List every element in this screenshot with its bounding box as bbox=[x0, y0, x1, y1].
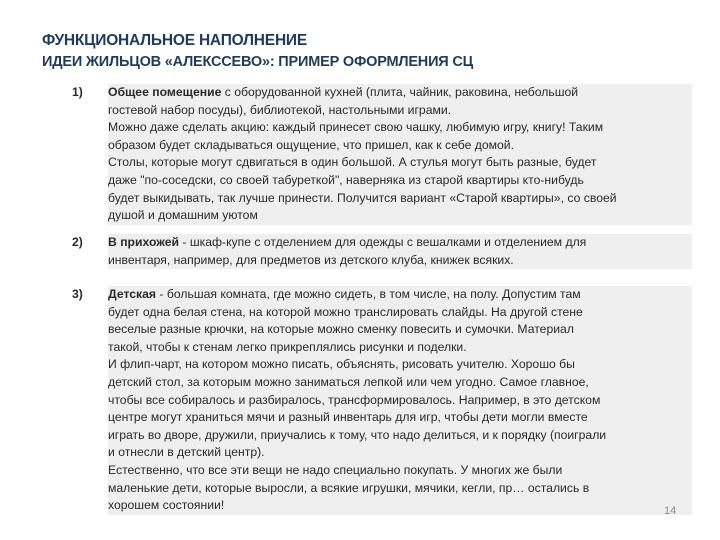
item-text: Можно даже сделать акцию: каждый принесет свою чашку, любимую игру, книгу! Таким bbox=[108, 120, 604, 135]
item-text: такой, чтобы к стенам легко прикреплялись рисунки и поделки. bbox=[108, 339, 467, 354]
item-body bbox=[108, 234, 692, 269]
item-text: играть во дворе, дружили, приучались к тому, что надо делиться, и к порядку (поиграли bbox=[108, 427, 607, 442]
slide-title: ФУНКЦИОНАЛЬНОЕ НАПОЛНЕНИЕ bbox=[42, 32, 308, 49]
item-text: будет одна белая стена, на которой можно транслировать слайды. На другой стене bbox=[108, 304, 583, 319]
slide-subtitle: ИДЕИ ЖИЛЬЦОВ «АЛЕКССЕВО»: ПРИМЕР ОФОРМЛЕНИЯ СЦ bbox=[42, 54, 474, 70]
list-item-common-room bbox=[72, 84, 692, 225]
item-text: гостевой набор посуды), библиотекой, настольными играми. bbox=[108, 102, 452, 117]
item-lead: Детская bbox=[108, 287, 157, 301]
item-body bbox=[108, 84, 692, 225]
item-text: маленькие дети, которые выросли, а всякие игрушки, мячики, кегли, пр… остались в bbox=[108, 480, 590, 495]
item-text: И флип-чарт, на котором можно писать, объяснять, рисовать учителю. Хорошо бы bbox=[108, 357, 575, 372]
item-lead: В прихожей bbox=[108, 235, 179, 249]
item-text: образом будет складываться ощущение, что пришел, как к себе домой. bbox=[108, 137, 514, 152]
item-text: центре могут храниться мячи и разный инвентарь для игр, чтобы дети могли вместе bbox=[108, 410, 588, 425]
item-text: даже "по-соседски, со своей табуреткой", наверняка из старой квартиры кто-нибудь bbox=[108, 172, 584, 187]
list-item-hallway bbox=[72, 234, 692, 269]
item-text: - шкаф-купе с отделением для одежды с вешалками и отделением для bbox=[179, 235, 587, 249]
list-item-kids-room bbox=[72, 286, 692, 515]
item-text: душой и домашним уютом bbox=[108, 208, 258, 223]
item-text: веселые разные крючки, на которые можно сменку повесить и сумочки. Материал bbox=[108, 322, 574, 337]
item-lead: Общее помещение bbox=[108, 85, 222, 99]
item-text: Столы, которые могут сдвигаться в один большой. А стулья могут быть разные, будет bbox=[108, 155, 597, 170]
item-number: 3) bbox=[72, 287, 83, 301]
page-number: 14 bbox=[664, 505, 677, 517]
item-text: инвентаря, например, для предметов из детского клуба, книжек всяких. bbox=[108, 252, 514, 267]
item-text: хорошем состоянии! bbox=[108, 498, 225, 513]
item-text: будет выкидывать, так лучше принести. Получится вариант «Старой квартиры», со своей bbox=[108, 190, 617, 205]
item-number: 2) bbox=[72, 235, 83, 249]
item-text: и отнесли в детский центр). bbox=[108, 445, 265, 460]
item-text: с оборудованной кухней (плита, чайник, раковина, небольшой bbox=[221, 85, 579, 99]
item-body bbox=[108, 286, 692, 515]
item-text: Естественно, что все эти вещи не надо специально покупать. У многих же были bbox=[108, 462, 563, 477]
item-text: - большая комната, где можно сидеть, в том числе, на полу. Допустим там bbox=[156, 287, 581, 301]
item-number: 1) bbox=[72, 85, 83, 99]
item-text: детский стол, за которым можно заниматься лепкой или чем угодно. Самое главное, bbox=[108, 374, 589, 389]
item-text: чтобы все собиралось и разбиралось, трансформировалось. Например, в это детском bbox=[108, 392, 601, 407]
